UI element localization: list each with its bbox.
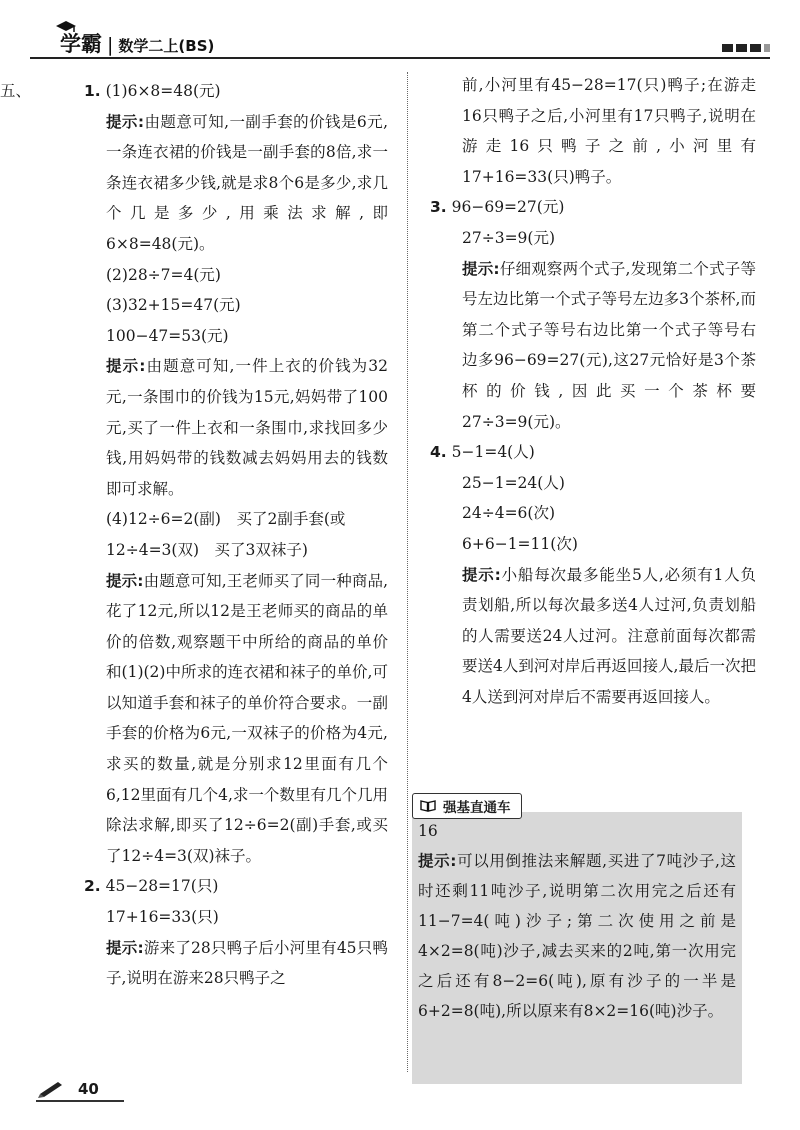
page-header: [30, 26, 770, 60]
q4-answer: 4. 5−1=4(人): [430, 443, 535, 462]
book-title: 数学二上(BS): [118, 37, 215, 55]
q2-hint: 提示:游来了28只鸭子后小河里有45只鸭子,说明在游来28只鸭子之: [106, 938, 388, 988]
q4-answer: 25−1=24(人): [462, 473, 565, 492]
challenge-box: [412, 812, 742, 1084]
q1-part1-hint: 提示:由题意可知,一副手套的价钱是6元,一条连衣裙的价钱是一副手套的8倍,求一条连衣裙多少钱,就是求8个6是多少,求几个几是多少,用乘法求解,即6×8=48(元)。: [106, 112, 389, 253]
q2-hint-continued: 前,小河里有45−28=17(只)鸭子;在游走16只鸭子之后,小河里有17只鸭子,说明在游走16只鸭子之前,小河里有17+16=33(只)鸭子。: [462, 76, 756, 186]
q2-number: 2.: [84, 877, 101, 896]
q1-part4-answer: 12÷4=3(双) 买了3双袜子): [106, 540, 308, 559]
q1-part2-answer: (2)28÷7=4(元): [106, 265, 221, 284]
q1-part3-answer: (3)32+15=47(元): [106, 296, 241, 315]
brand-separator: |: [107, 34, 114, 56]
q1-part3-answer: 100−47=53(元): [106, 326, 229, 345]
footer-rule: [36, 1100, 124, 1102]
q2-answer: 2. 45−28=17(只): [84, 877, 219, 896]
header-mark: [764, 44, 770, 52]
challenge-hint: 提示:可以用倒推法来解题,买进了7吨沙子,这时还剩11吨沙子,说明第二次用完之后还有11−7=4(吨)沙子;第二次使用之前是4×2=8(吨)沙子,减去买来的2吨,第一次用完之后还有8−2=6(吨),原有沙子的一半是6+2=8(吨),所以原来有8×2=16(吨)沙子。: [418, 852, 737, 1020]
challenge-answer: 16: [418, 822, 438, 840]
header-rule: [30, 57, 770, 59]
column-divider: [407, 72, 408, 1072]
header-mark: [736, 44, 747, 52]
q1-part4-answer: (4)12÷6=2(副) 买了2副手套(或: [106, 510, 346, 529]
q3-hint: 提示:仔细观察两个式子,发现第二个式子等号左边比第一个式子等号左边多3个茶杯,而第二个式子等号右边比第一个式子等号右边多96−69=27(元),这27元恰好是3个茶杯的价钱,因此买一个茶杯要27÷3=9(元)。: [462, 259, 756, 431]
q1-part4-hint: 提示:由题意可知,王老师买了同一种商品,花了12元,所以12是王老师买的商品的单价的倍数,观察题干中所给的商品的单价和(1)(2)中所求的连衣裙和袜子的单价,可以知道手套和袜子的单价符合要求。一副手套的价格为6元,一双袜子的价格为4元,求买的数量,就是分别求12里面有几个6,12里面有几个4,求一个数里有几个几用除法求解,即买了12÷6=2(副)手套,或买了12÷4=3(双)袜子。: [106, 571, 389, 865]
brand-logo: 学霸: [60, 32, 102, 56]
header-mark: [750, 44, 761, 52]
q3-number: 3.: [430, 198, 447, 217]
header-marks: [722, 44, 770, 52]
q1-part3-hint: 提示:由题意可知,一件上衣的价钱为32元,一条围巾的价钱为15元,妈妈带了100元,买了一件上衣和一条围巾,求找回多少钱,用妈妈带的钱数减去妈妈用去的钱数即可求解。: [106, 357, 389, 498]
pencil-icon: [38, 1082, 72, 1098]
challenge-box-label: 强基直通车: [412, 793, 522, 819]
right-column: [430, 70, 756, 712]
q3-answer: 3. 96−69=27(元): [430, 198, 565, 217]
header-mark: [722, 44, 733, 52]
brand: [60, 28, 214, 58]
book-icon: [420, 799, 436, 812]
q1-part1-answer: 五、 1. (1)6×8=48(元): [58, 76, 388, 107]
q1-number: 1.: [84, 82, 101, 100]
q2-answer: 17+16=33(只): [106, 908, 219, 927]
q3-answer: 27÷3=9(元): [462, 228, 556, 247]
q4-number: 4.: [430, 443, 447, 462]
page-number: 40: [78, 1080, 99, 1098]
left-column: [0, 76, 389, 994]
section-number: 五、: [0, 82, 32, 100]
q4-answer: 24÷4=6(次): [462, 504, 556, 523]
q4-hint: 提示:小船每次最多能坐5人,必须有1人负责划船,所以每次最多送4人过河,负责划船的人需要送24人过河。注意前面每次都需要送4人到河对岸后再返回接人,最后一次把4人送到河对岸后不需要再返回接人。: [462, 565, 756, 706]
q4-answer: 6+6−1=11(次): [462, 534, 578, 553]
